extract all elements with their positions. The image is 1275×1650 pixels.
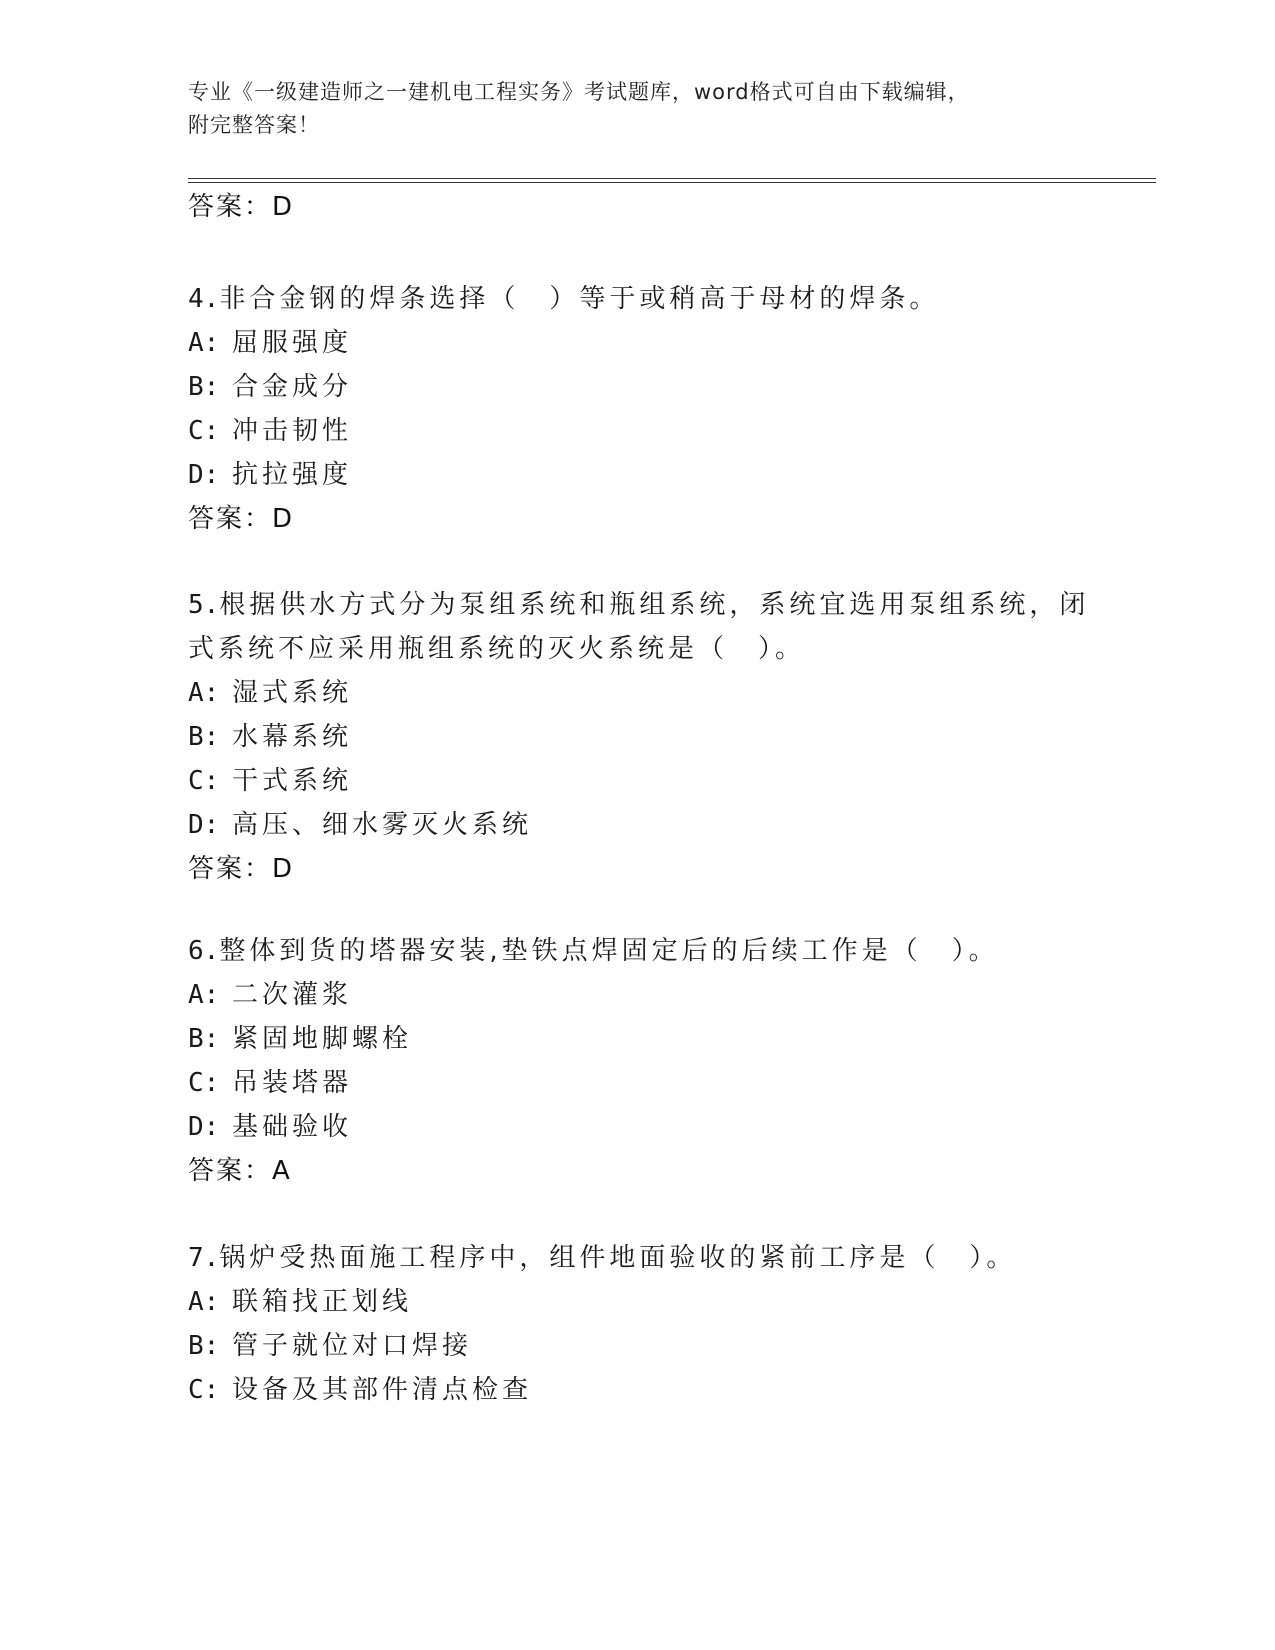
option-letter: B: xyxy=(188,1331,220,1361)
option-text: 高压、细水雾灭火系统 xyxy=(232,810,533,840)
answer-option xyxy=(188,414,352,448)
answer-option xyxy=(188,676,352,710)
option-letter: C: xyxy=(188,766,220,796)
question-stem xyxy=(188,1241,1016,1275)
answer-option xyxy=(188,1285,412,1319)
option-letter: C: xyxy=(188,1068,220,1098)
option-letter: B: xyxy=(188,372,220,402)
option-text: 抗拉强度 xyxy=(232,460,353,490)
option-letter: D: xyxy=(188,460,220,490)
option-letter: B: xyxy=(188,1024,220,1054)
answer-option xyxy=(188,978,352,1012)
option-text: 吊装塔器 xyxy=(232,1068,353,1098)
option-text: 干式系统 xyxy=(232,766,353,796)
question-number: 6. xyxy=(188,936,220,966)
header-line-2: 附完整答案！ xyxy=(188,113,320,137)
question-stem xyxy=(188,632,805,666)
option-text: 湿式系统 xyxy=(232,678,353,708)
option-letter: A: xyxy=(188,678,220,708)
document-header xyxy=(188,76,1088,142)
question-text: 式系统不应采用瓶组系统的灭火系统是（ ）。 xyxy=(188,634,806,664)
correct-answer: 答案：D xyxy=(188,854,295,884)
question-stem xyxy=(188,588,1089,622)
answer-option xyxy=(188,808,532,842)
question-text: 整体到货的塔器安装,垫铁点焊固定后的后续工作是（ ）。 xyxy=(219,936,999,966)
option-letter: A: xyxy=(188,328,220,358)
option-letter: A: xyxy=(188,1287,220,1317)
option-text: 设备及其部件清点检查 xyxy=(232,1375,533,1405)
answer-option xyxy=(188,1022,412,1056)
correct-answer: 答案：A xyxy=(188,1156,292,1186)
answer-option xyxy=(188,720,352,754)
question-number: 7. xyxy=(188,1243,220,1273)
option-letter: A: xyxy=(188,980,220,1010)
question-number: 4. xyxy=(188,284,220,314)
answer-option xyxy=(188,1110,352,1144)
answer-option xyxy=(188,326,352,360)
option-text: 合金成分 xyxy=(232,372,353,402)
option-text: 冲击韧性 xyxy=(232,416,353,446)
question-text: 锅炉受热面施工程序中，组件地面验收的紧前工序是（ ）。 xyxy=(219,1243,1017,1273)
question-number: 5. xyxy=(188,590,220,620)
option-letter: D: xyxy=(188,810,220,840)
answer-option xyxy=(188,1329,472,1363)
option-letter: B: xyxy=(188,722,220,752)
option-letter: C: xyxy=(188,1375,220,1405)
previous-answer: 答案：D xyxy=(188,192,295,222)
question-text: 根据供水方式分为泵组系统和瓶组系统，系统宜选用泵组系统，闭 xyxy=(219,590,1090,620)
header-line-1: 专业《一级建造师之一建机电工程实务》考试题库，word格式可自由下载编辑， xyxy=(188,80,970,104)
option-text: 紧固地脚螺栓 xyxy=(232,1024,413,1054)
answer-option xyxy=(188,1066,352,1100)
question-stem xyxy=(188,282,939,316)
question-stem xyxy=(188,934,999,968)
answer-option xyxy=(188,1373,532,1407)
option-text: 二次灌浆 xyxy=(232,980,353,1010)
option-letter: D: xyxy=(188,1112,220,1142)
option-text: 联箱找正划线 xyxy=(232,1287,413,1317)
option-text: 基础验收 xyxy=(232,1112,353,1142)
option-text: 水幕系统 xyxy=(232,722,353,752)
header-divider xyxy=(188,178,1156,183)
question-text: 非合金钢的焊条选择（ ）等于或稍高于母材的焊条。 xyxy=(219,284,940,314)
answer-option xyxy=(188,458,352,492)
option-text: 管子就位对口焊接 xyxy=(232,1331,473,1361)
option-text: 屈服强度 xyxy=(232,328,353,358)
option-letter: C: xyxy=(188,416,220,446)
answer-option xyxy=(188,370,352,404)
answer-option xyxy=(188,764,352,798)
correct-answer: 答案：D xyxy=(188,504,295,534)
